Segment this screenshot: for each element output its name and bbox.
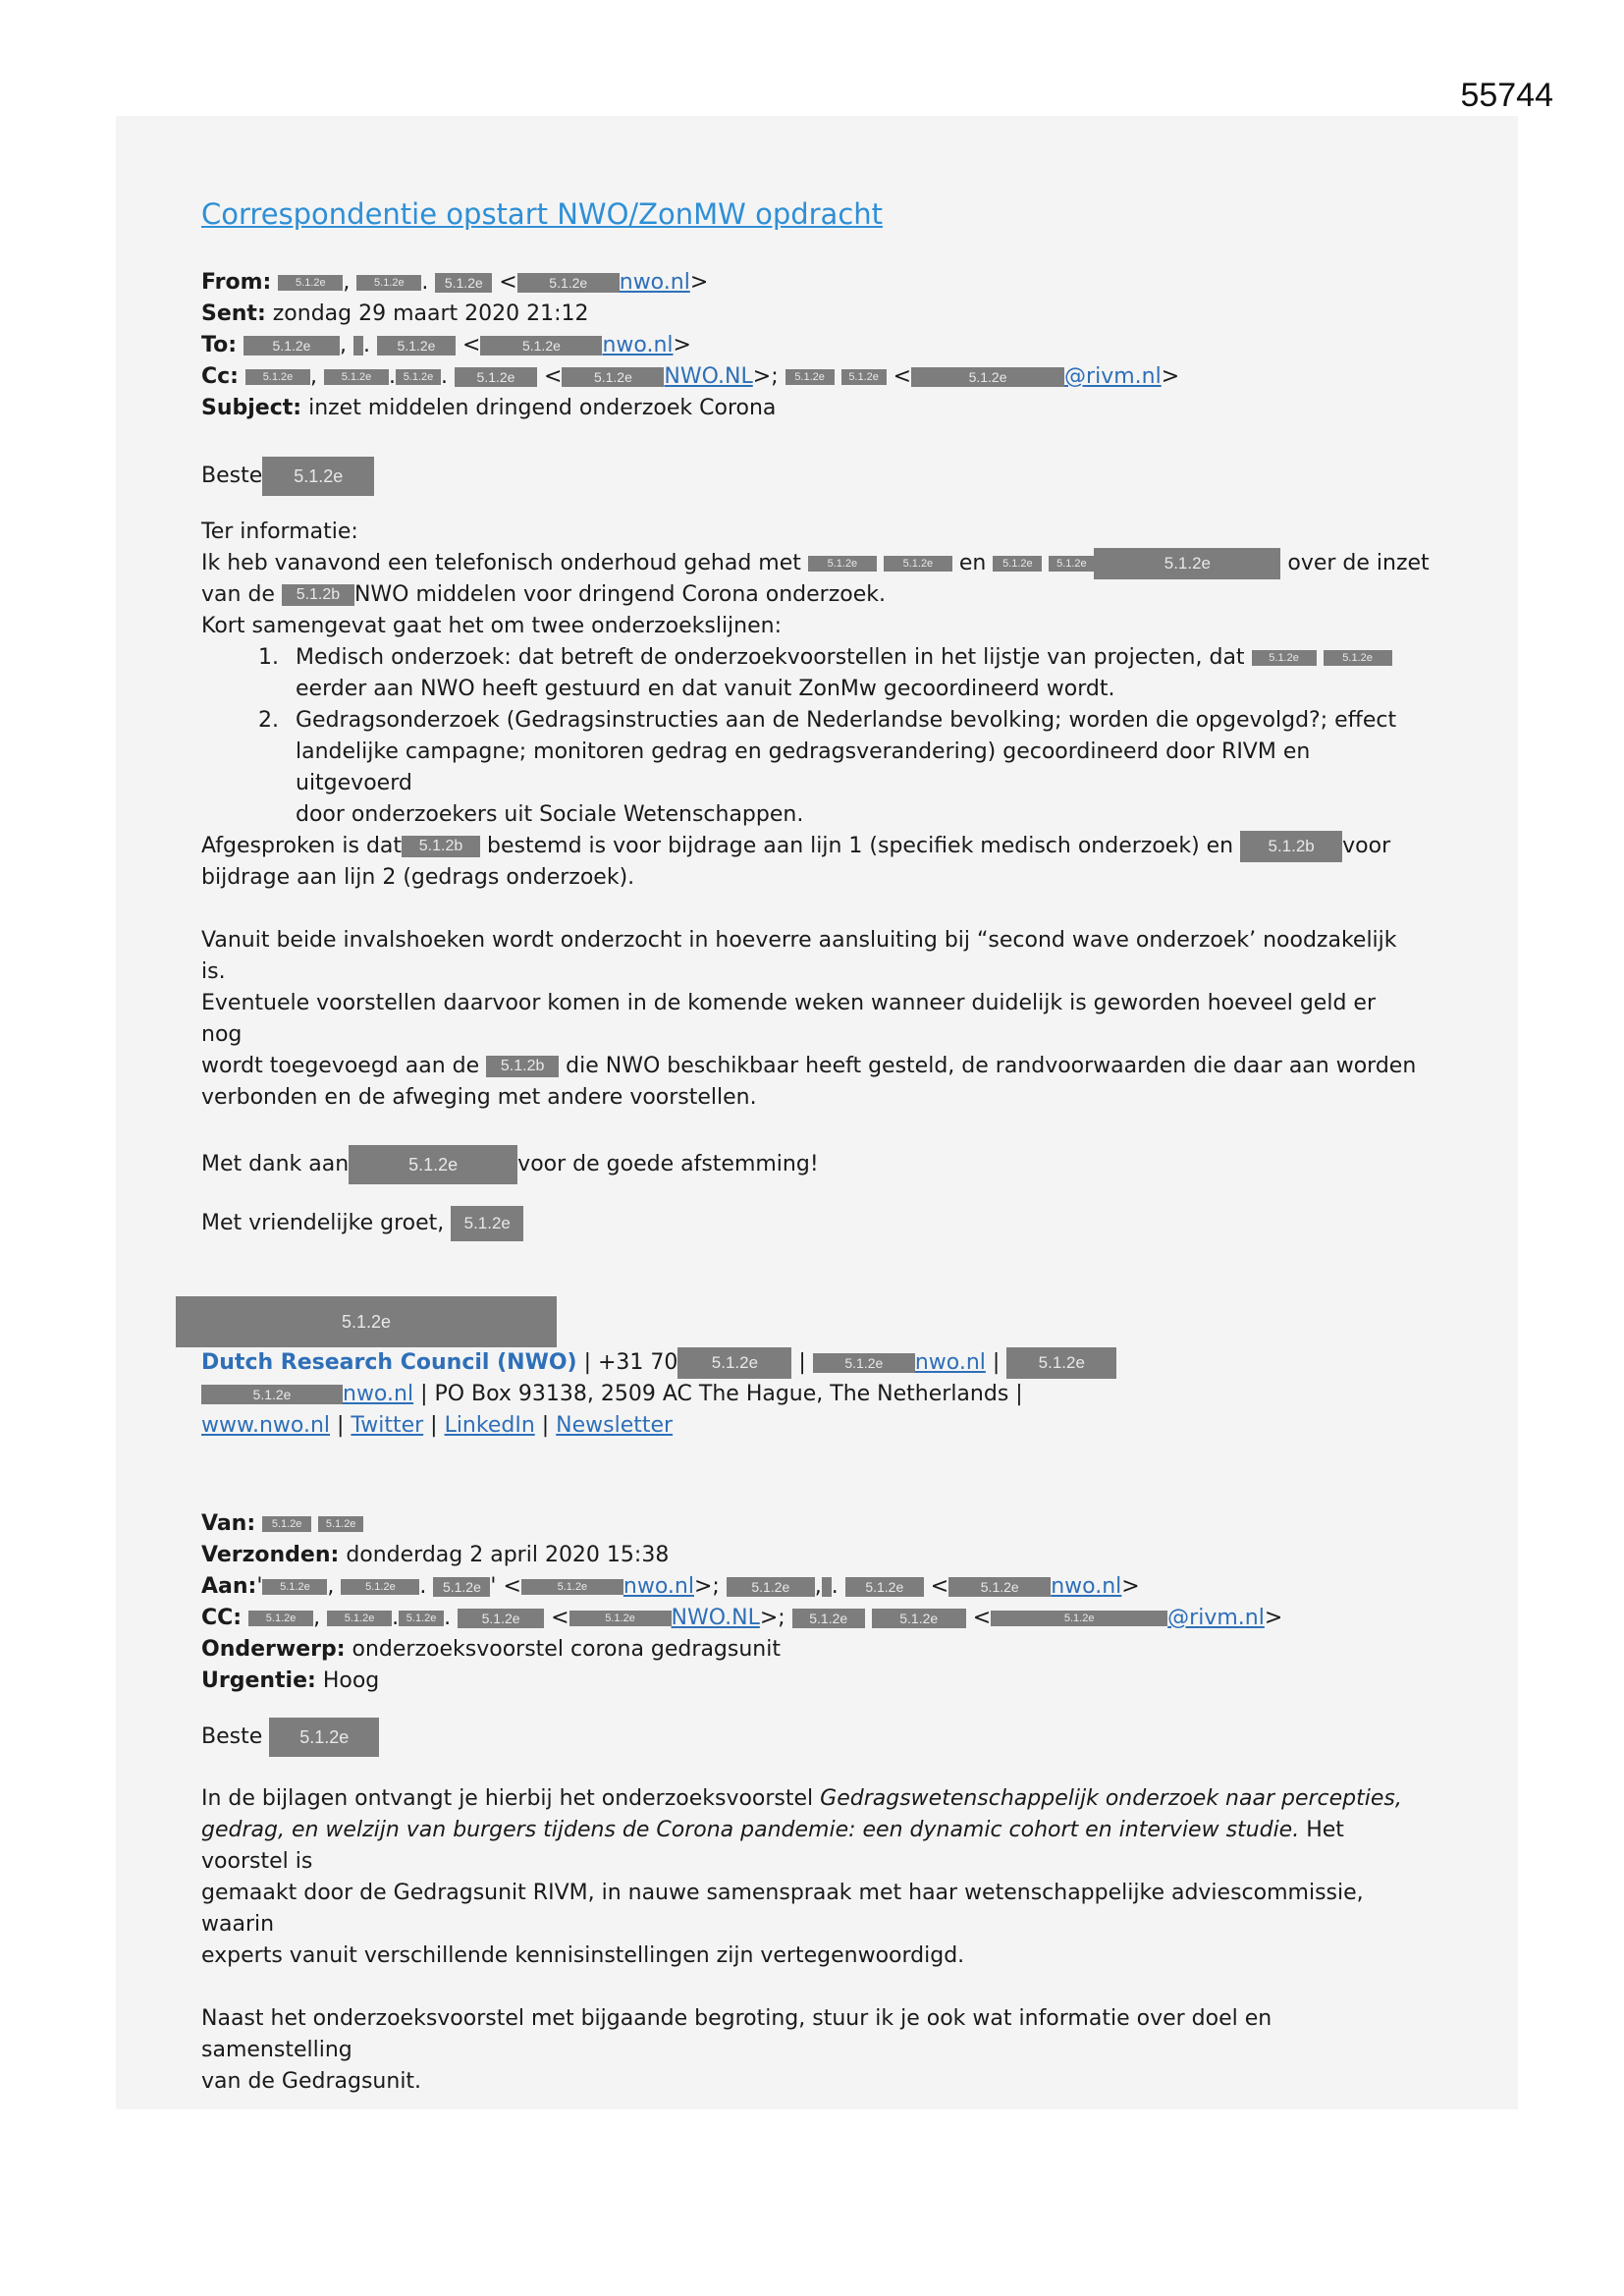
- document-title[interactable]: Correspondentie opstart NWO/ZonMW opdracht: [201, 197, 884, 231]
- address: | PO Box 93138, 2509 AC The Hague, The Netherlands |: [420, 1382, 1023, 1406]
- body-text: wordt toegevoegd aan de: [201, 1054, 480, 1078]
- redaction: 5.1.2b: [282, 584, 354, 606]
- document-content: [201, 196, 1430, 2098]
- body-text: Kort samengevat gaat het om twee onderzoekslijnen:: [201, 614, 783, 638]
- list-item-text: door onderzoekers uit Sociale Wetenschappen.: [296, 802, 804, 827]
- to-line: To: 5.1.2e , . 5.1.2e < 5.1.2e nwo.nl>: [201, 333, 691, 357]
- greeting-line: [201, 454, 1419, 499]
- redaction: 5.1.2e: [248, 1611, 313, 1626]
- body-line: [201, 1145, 1419, 1184]
- closing-text: Met vriendelijke groet,: [201, 1211, 445, 1235]
- redaction: 5.1.2e: [262, 1579, 327, 1595]
- redaction: 5.1.2e: [327, 1611, 392, 1626]
- body-text: Naast het onderzoeksvoorstel met bijgaande begroting, stuur ik je ook wat informatie over doel en samenstelling: [201, 2006, 1272, 2062]
- redaction: 5.1.2e: [841, 369, 887, 385]
- redaction: 5.1.2e: [262, 457, 374, 496]
- verzonden-value: donderdag 2 april 2020 15:38: [346, 1543, 670, 1567]
- redaction: 5.1.2b: [486, 1056, 559, 1077]
- body-text: voor de goede afstemming!: [517, 1152, 819, 1176]
- urgentie-value: Hoog: [322, 1668, 380, 1693]
- email1-body: [201, 517, 1430, 1243]
- subject-line: [201, 393, 1419, 424]
- redaction: 5.1.2e: [480, 336, 602, 355]
- proposal-title: gedrag, en welzijn van burgers tijdens de Corona pandemie: een dynamic cohort en interview studie.: [201, 1818, 1300, 1842]
- from-label: From:: [201, 270, 272, 295]
- website-link[interactable]: www.nwo.nl: [201, 1413, 331, 1438]
- body-line: [201, 1051, 1419, 1082]
- body-text: van de: [201, 582, 275, 607]
- body-text: [201, 1815, 1419, 1878]
- proposal-title: Gedragswetenschappelijk onderzoek naar percepties,: [820, 1786, 1402, 1811]
- redaction: 5.1.2e: [318, 1516, 363, 1532]
- body-text: experts vanuit verschillende kennisinstellingen zijn vertegenwoordigd.: [201, 1943, 965, 1968]
- redaction: 5.1.2b: [402, 836, 480, 857]
- redaction: 5.1.2e: [677, 1347, 791, 1379]
- cc2-email-rivm[interactable]: @rivm.nl: [1167, 1606, 1265, 1630]
- redaction: 5.1.2e: [269, 1718, 379, 1757]
- redaction: 5.1.2e: [451, 1206, 523, 1241]
- redaction: 5.1.2e: [569, 1611, 672, 1626]
- sent-line: [201, 299, 1419, 330]
- list-item-text: Medisch onderzoek: dat betreft de onderzoekvoorstellen in het lijstje van projecten, dat: [296, 645, 1245, 670]
- aan-label: Aan:: [201, 1574, 257, 1599]
- email2-header: [201, 1508, 1419, 1697]
- body-text: over de inzet: [1287, 551, 1430, 575]
- email2-body: [201, 1783, 1419, 2098]
- redaction: 5.1.2e: [349, 1145, 517, 1184]
- redaction: 5.1.2e: [911, 367, 1064, 387]
- redaction: 5.1.2e: [727, 1577, 815, 1597]
- redaction: 5.1.2b: [1240, 831, 1342, 862]
- body-text: Afgesproken is dat: [201, 834, 403, 858]
- cc-email-nwo[interactable]: NWO.NL: [664, 364, 753, 389]
- body-text: gemaakt door de Gedragsunit RIVM, in nauwe samenspraak met haar wetenschappelijke adviescommissie, waarin: [201, 1881, 1364, 1937]
- signature-line: [201, 1379, 1419, 1410]
- redaction: 5.1.2e: [377, 336, 456, 355]
- body-text: voor: [1342, 834, 1391, 858]
- redaction: 5.1.2e: [399, 1611, 444, 1626]
- redaction: 5.1.2e: [991, 1611, 1167, 1626]
- ter-informatie: Ter informatie:: [201, 519, 358, 544]
- body-text: Ik heb vanavond een telefonisch onderhoud gehad met: [201, 551, 801, 575]
- sent-label: Sent:: [201, 301, 266, 326]
- redaction: 5.1.2e: [517, 273, 620, 293]
- redaction: 5.1.2e: [993, 556, 1042, 572]
- body-line: [201, 579, 1419, 611]
- body-text: bijdrage aan lijn 2 (gedrags onderzoek).: [201, 865, 635, 890]
- redaction: 5.1.2e: [1049, 556, 1094, 572]
- aan-email[interactable]: nwo.nl: [1051, 1574, 1122, 1599]
- redaction: [822, 1577, 832, 1597]
- signature-line: Dutch Research Council (NWO) | +31 70 5.1.2e | 5.1.2e nwo.nl | 5.1.2e: [201, 1347, 1419, 1379]
- from-line: From: 5.1.2e , 5.1.2e . 5.1.2e < 5.1.2e nwo.nl>: [201, 270, 709, 295]
- list-item-text: eerder aan NWO heeft gestuurd en dat vanuit ZonMw gecoordineerd wordt.: [296, 677, 1115, 701]
- redaction: 5.1.2e: [872, 1609, 966, 1628]
- redaction: [353, 336, 363, 355]
- subject-value: inzet middelen dringend onderzoek Corona: [308, 396, 777, 420]
- redaction: 5.1.2e: [245, 369, 310, 385]
- redaction: 5.1.2e: [244, 336, 340, 355]
- email1-header: [201, 267, 1419, 424]
- body-text-part: Het voorstel is: [201, 1818, 1344, 1874]
- onderwerp-line: [201, 1634, 1419, 1666]
- verzonden-label: Verzonden:: [201, 1543, 340, 1567]
- redaction: 5.1.2e: [341, 1579, 419, 1595]
- urgentie-label: Urgentie:: [201, 1668, 316, 1693]
- body-text: [201, 1783, 1419, 1815]
- signature-links: www.nwo.nl | Twitter | LinkedIn | Newsletter: [201, 1413, 674, 1438]
- body-text: verbonden en de afweging met andere voorstellen.: [201, 1085, 757, 1110]
- onderwerp-label: Onderwerp:: [201, 1637, 346, 1662]
- redaction: 5.1.2e: [396, 369, 441, 385]
- greeting-line: [201, 1717, 1419, 1758]
- cc-line: Cc: 5.1.2e , 5.1.2e . 5.1.2e . 5.1.2e < 5.1.2e NWO.NL>; 5.1.2e 5.1.2e < 5.1.2e @rivm.nl>: [201, 364, 1180, 389]
- body-text: en: [958, 551, 987, 575]
- redaction: 5.1.2e: [433, 1577, 490, 1597]
- signature-email[interactable]: nwo.nl: [343, 1382, 414, 1406]
- body-text-part: In de bijlagen ontvangt je hierbij het onderzoeksvoorstel: [201, 1786, 821, 1811]
- body-text: Eventuele voorstellen daarvoor komen in de komende weken wanneer duidelijk is geworden hoeveel geld er nog: [201, 991, 1376, 1047]
- list-item: [286, 642, 1419, 705]
- redaction: 5.1.2e: [455, 367, 537, 387]
- phone-prefix: | +31 70: [583, 1350, 678, 1375]
- from-email[interactable]: nwo.nl: [619, 270, 690, 295]
- sent-value: zondag 29 maart 2020 21:12: [272, 301, 589, 326]
- redaction: 5.1.2e: [785, 369, 835, 385]
- redaction: 5.1.2e: [278, 275, 343, 291]
- redaction: 5.1.2e: [1094, 548, 1280, 579]
- redaction: 5.1.2e: [792, 1609, 865, 1628]
- body-line: [201, 548, 1430, 579]
- signature-email[interactable]: nwo.nl: [914, 1350, 986, 1375]
- signature-name-redaction: 5.1.2e: [176, 1296, 557, 1347]
- van-label: Van:: [201, 1511, 256, 1536]
- aan-line: Aan:' 5.1.2e , 5.1.2e . 5.1.2e ' < 5.1.2e nwo.nl>; 5.1.2e , . 5.1.2e < 5.1.2e nwo.nl>: [201, 1574, 1140, 1599]
- greeting: Beste: [201, 1724, 263, 1749]
- cc-label: Cc:: [201, 364, 239, 389]
- van-line: [201, 1508, 1419, 1540]
- aan-email[interactable]: nwo.nl: [623, 1574, 694, 1599]
- newsletter-link[interactable]: Newsletter: [556, 1413, 674, 1438]
- body-text: Vanuit beide invalshoeken wordt onderzocht in hoeverre aansluiting bij “second wave onderzoek’ noodzakelijk is.: [201, 928, 1397, 984]
- redaction: 5.1.2e: [262, 1516, 311, 1532]
- cc2-label: CC:: [201, 1606, 243, 1630]
- signature-block: [201, 1296, 1419, 1442]
- urgentie-line: [201, 1666, 1419, 1697]
- to-email[interactable]: nwo.nl: [602, 333, 674, 357]
- redaction: 5.1.2e: [808, 556, 877, 572]
- body-text: Met dank aan: [201, 1152, 350, 1176]
- redaction: 5.1.2e: [813, 1353, 915, 1373]
- verzonden-line: [201, 1540, 1419, 1571]
- subject-label: Subject:: [201, 396, 302, 420]
- list-item: [286, 705, 1419, 831]
- organization-name[interactable]: Dutch Research Council (NWO): [201, 1350, 577, 1375]
- redaction: 5.1.2e: [435, 273, 492, 293]
- redaction: 5.1.2e: [562, 367, 664, 387]
- cc-email-rivm[interactable]: @rivm.nl: [1064, 364, 1162, 389]
- redaction: 5.1.2e: [1324, 650, 1392, 666]
- cc2-email-nwo[interactable]: NWO.NL: [671, 1606, 760, 1630]
- redaction: 5.1.2e: [1006, 1347, 1116, 1379]
- redaction: 5.1.2e: [458, 1609, 544, 1628]
- redaction: 5.1.2e: [201, 1385, 343, 1404]
- list-item-text: Gedragsonderzoek (Gedragsinstructies aan de Nederlandse bevolking; worden die opgevolgd?; effect: [296, 708, 1397, 733]
- redaction: 5.1.2e: [1252, 650, 1317, 666]
- document-number: 55744: [1460, 77, 1553, 114]
- closing-line: [201, 1204, 1419, 1243]
- onderwerp-value: onderzoeksvoorstel corona gedragsunit: [352, 1637, 781, 1662]
- cc2-line: CC: 5.1.2e , 5.1.2e . 5.1.2e . 5.1.2e < 5.1.2e NWO.NL>; 5.1.2e 5.1.2e < 5.1.2e @rivm.nl>: [201, 1606, 1283, 1630]
- to-label: To:: [201, 333, 237, 357]
- redaction: 5.1.2e: [356, 275, 421, 291]
- greeting: Beste: [201, 464, 263, 488]
- body-text: die NWO beschikbaar heeft gesteld, de randvoorwaarden die daar aan worden: [566, 1054, 1417, 1078]
- redaction: 5.1.2e: [324, 369, 389, 385]
- body-text: NWO middelen voor dringend Corona onderzoek.: [353, 582, 886, 607]
- body-line: [201, 831, 1419, 862]
- body-text: bestemd is voor bijdrage aan lijn 1 (specifiek medisch onderzoek) en: [487, 834, 1234, 858]
- body-text: van de Gedragsunit.: [201, 2069, 422, 2094]
- redaction: 5.1.2e: [845, 1577, 924, 1597]
- linkedin-link[interactable]: LinkedIn: [444, 1413, 535, 1438]
- redaction: 5.1.2e: [521, 1579, 623, 1595]
- research-lines-list: [201, 642, 1419, 831]
- redaction: 5.1.2e: [884, 556, 952, 572]
- redaction: 5.1.2e: [948, 1577, 1051, 1597]
- twitter-link[interactable]: Twitter: [351, 1413, 424, 1438]
- list-item-text: landelijke campagne; monitoren gedrag en gedragsverandering) gecoordineerd door RIVM en uitgevoerd: [296, 739, 1311, 795]
